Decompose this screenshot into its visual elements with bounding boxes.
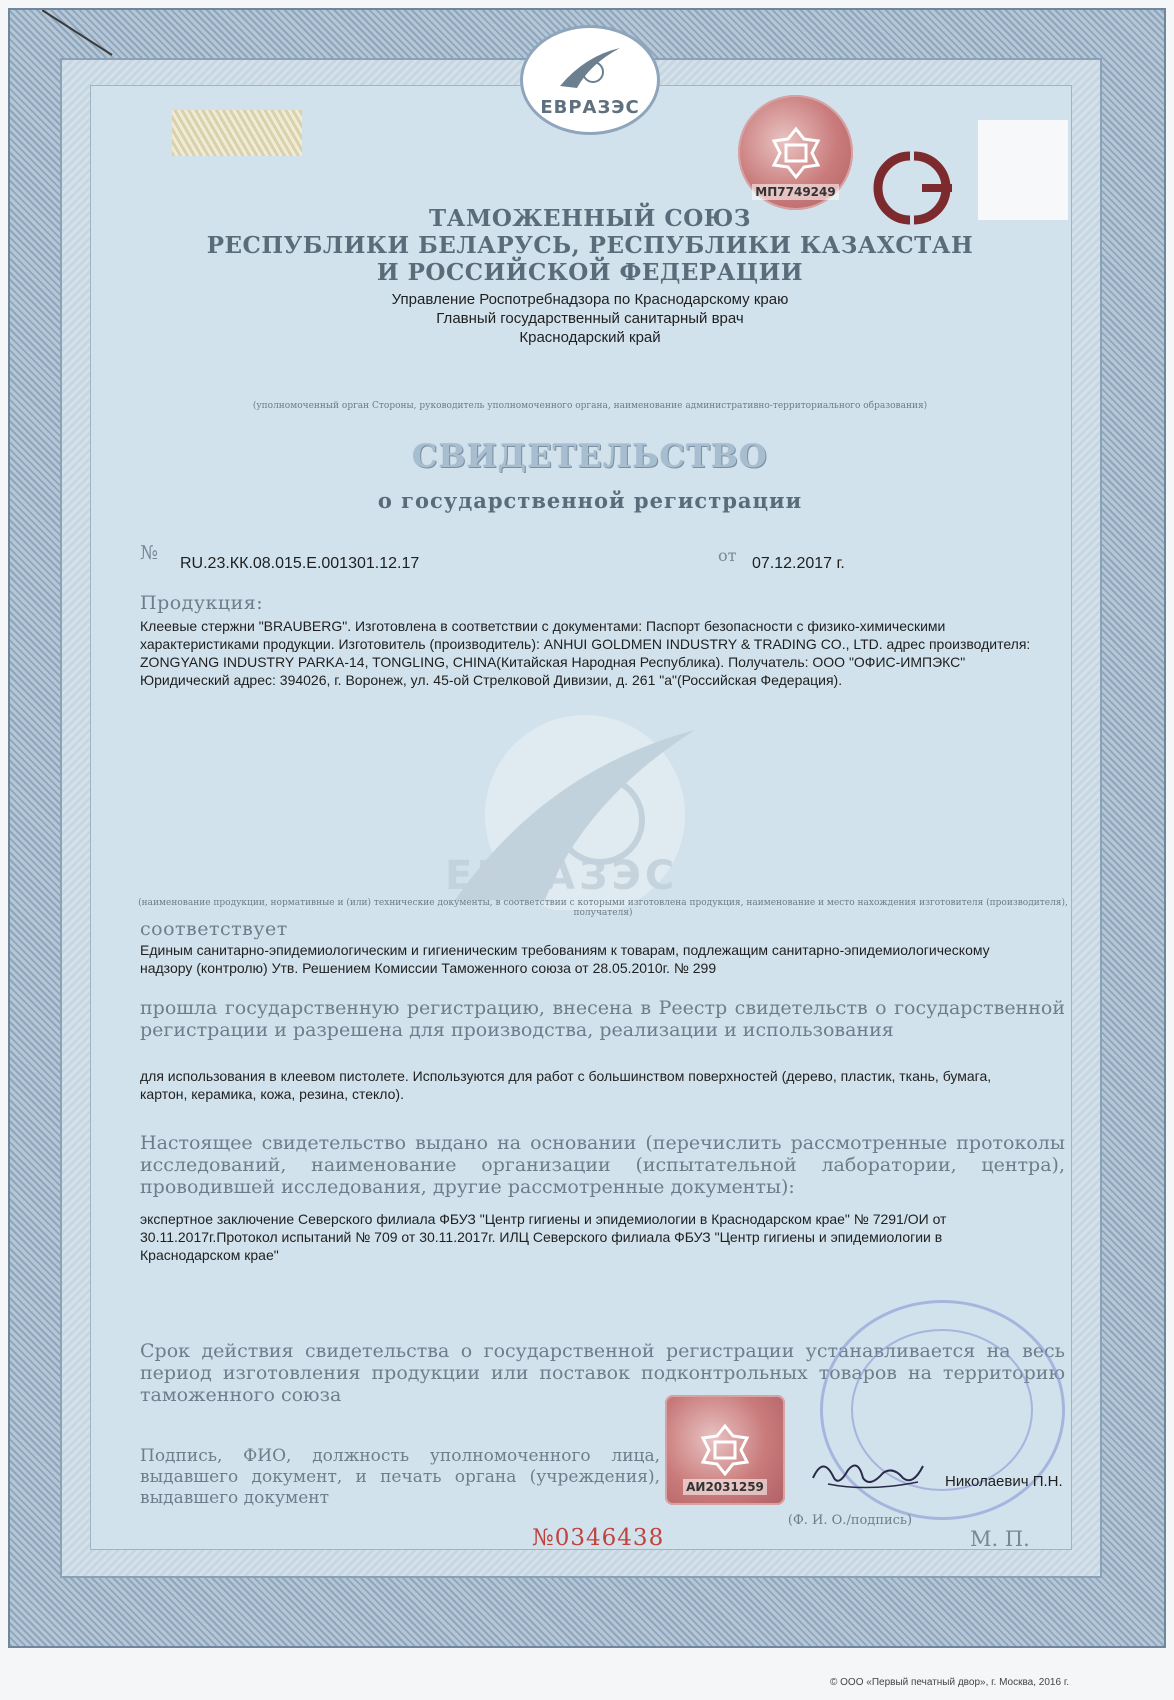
date-label: от bbox=[718, 546, 737, 565]
hologram-top bbox=[738, 95, 853, 210]
corner-scratch bbox=[42, 10, 122, 60]
eurasec-emblem bbox=[520, 25, 660, 135]
authority-hint: (уполномоченный орган Стороны, руководитель уполномоченного органа, наименование административно-территориального образования) bbox=[252, 401, 928, 411]
authority-line-1: Управление Роспотребнадзора по Краснодарскому краю bbox=[391, 291, 789, 308]
hologram-emblem-icon bbox=[695, 1420, 755, 1480]
authority-line-3: Краснодарский край bbox=[519, 329, 661, 346]
basis-label: Настоящее свидетельство выдано на основании (перечислить рассмотренные протоколы исследований, наименование организации (испытательной лаборатории, центра), проводившей исследования, другие рассмотренные документы): bbox=[140, 1132, 1065, 1198]
signer-name: Николаевич П.Н. bbox=[945, 1473, 1063, 1490]
watermark-text: ЕВРАЗЭС bbox=[445, 853, 679, 899]
product-hint: (наименование продукции, нормативные и (или) технические документы, в соответствии с которыми изготовлена продукция, наименование и место нахождения изготовителя (производителя), получателя) bbox=[138, 898, 1068, 918]
registration-label: прошла государственную регистрацию, внесена в Реестр свидетельств о государственной регистрации и разрешена для производства, реализации и использования bbox=[140, 997, 1065, 1041]
product-label: Продукция: bbox=[140, 592, 264, 614]
hologram-top-code: МП7749249 bbox=[752, 184, 838, 200]
emblem-name: ЕВРАЗЭС bbox=[540, 97, 640, 118]
emblem-swoosh-icon bbox=[555, 46, 625, 90]
signature-hint: (Ф. И. О./подпись) bbox=[787, 1513, 913, 1528]
hologram-bottom bbox=[665, 1395, 785, 1505]
lace-pattern bbox=[172, 110, 302, 156]
conformity-label: соответствует bbox=[140, 918, 288, 940]
certificate-subtitle: о государственной регистрации bbox=[377, 488, 803, 513]
registration-text: для использования в клеевом пистолете. Используются для работ с большинством поверхностей (дерево, пластик, ткань, бумага, картон, керамика, кожа, резина, стекло). bbox=[140, 1068, 992, 1102]
certificate-number: RU.23.КК.08.015.Е.001301.12.17 bbox=[180, 555, 420, 572]
printer-imprint: © ООО «Первый печатный двор», г. Москва, 2016 г. bbox=[830, 1677, 1070, 1688]
union-title-line-3: И РОССИЙСКОЙ ФЕДЕРАЦИИ bbox=[376, 259, 804, 286]
certificate-title: СВИДЕТЕЛЬСТВО bbox=[412, 437, 768, 475]
signature-label: Подпись, ФИО, должность уполномоченного лица, выдавшего документ, и печать органа (учреждения), выдавшего документ bbox=[140, 1446, 660, 1508]
basis-text: экспертное заключение Северского филиала ФБУЗ "Центр гигиены и эпидемиологии в Краснодарском крае" № 7291/ОИ от 30.11.2017г.Протокол испытаний № 709 от 30.11.2017г. ИЛЦ Северского филиала ФБУЗ "Центр гигиены и эпидемиологии в Краснодарском крае" bbox=[140, 1211, 947, 1263]
conformity-text: Единым санитарно-эпидемиологическим и гигиеническим требованиям к товарам, подлежащим санитарно-эпидемиологическому надзору (контролю) Утв. Решением Комиссии Таможенного союза от 28.05.2010г. № 299 bbox=[140, 942, 990, 976]
union-title-line-2: РЕСПУБЛИКИ БЕЛАРУСЬ, РЕСПУБЛИКИ КАЗАХСТАН bbox=[206, 232, 974, 259]
stamp-placeholder: М. П. bbox=[970, 1527, 1030, 1551]
authority-line-2: Главный государственный санитарный врач bbox=[436, 310, 744, 327]
hologram-bottom-code: АИ2031259 bbox=[683, 1479, 767, 1495]
product-text: Клеевые стержни "BRAUBERG". Изготовлена в соответствии с документами: Паспорт безопасности с физико-химическими характеристиками продукции. Изготовитель (производитель): ANHUI GOLDMEN INDUSTRY & TRADING CO., LTD. адрес производителя: ZONGYANG INDUSTRY PARKA-14, TONGLING, CHINA(Китайская Народная Республика). Получатель: ООО "ОФИС-ИМПЭКС" Юридический адрес: 394026, г. Воронеж, ул. 45-ой Стрелковой Дивизии, д. 261 "а"(Российская Федерация). bbox=[140, 618, 1031, 688]
validity-text: Срок действия свидетельства о государственной регистрации устанавливается на весь период изготовления продукции или поставок подконтрольных товаров на территорию таможенного союза bbox=[140, 1340, 1065, 1406]
number-label: № bbox=[140, 542, 158, 564]
union-title-line-1: ТАМОЖЕННЫЙ СОЮЗ bbox=[429, 205, 751, 232]
form-serial-number: №0346438 bbox=[532, 1525, 665, 1551]
certificate-date: 07.12.2017 г. bbox=[752, 555, 845, 572]
handwritten-signature bbox=[808, 1448, 928, 1498]
issuing-authority bbox=[140, 290, 1040, 347]
union-title bbox=[140, 205, 1040, 286]
hologram-emblem-icon bbox=[766, 123, 826, 183]
